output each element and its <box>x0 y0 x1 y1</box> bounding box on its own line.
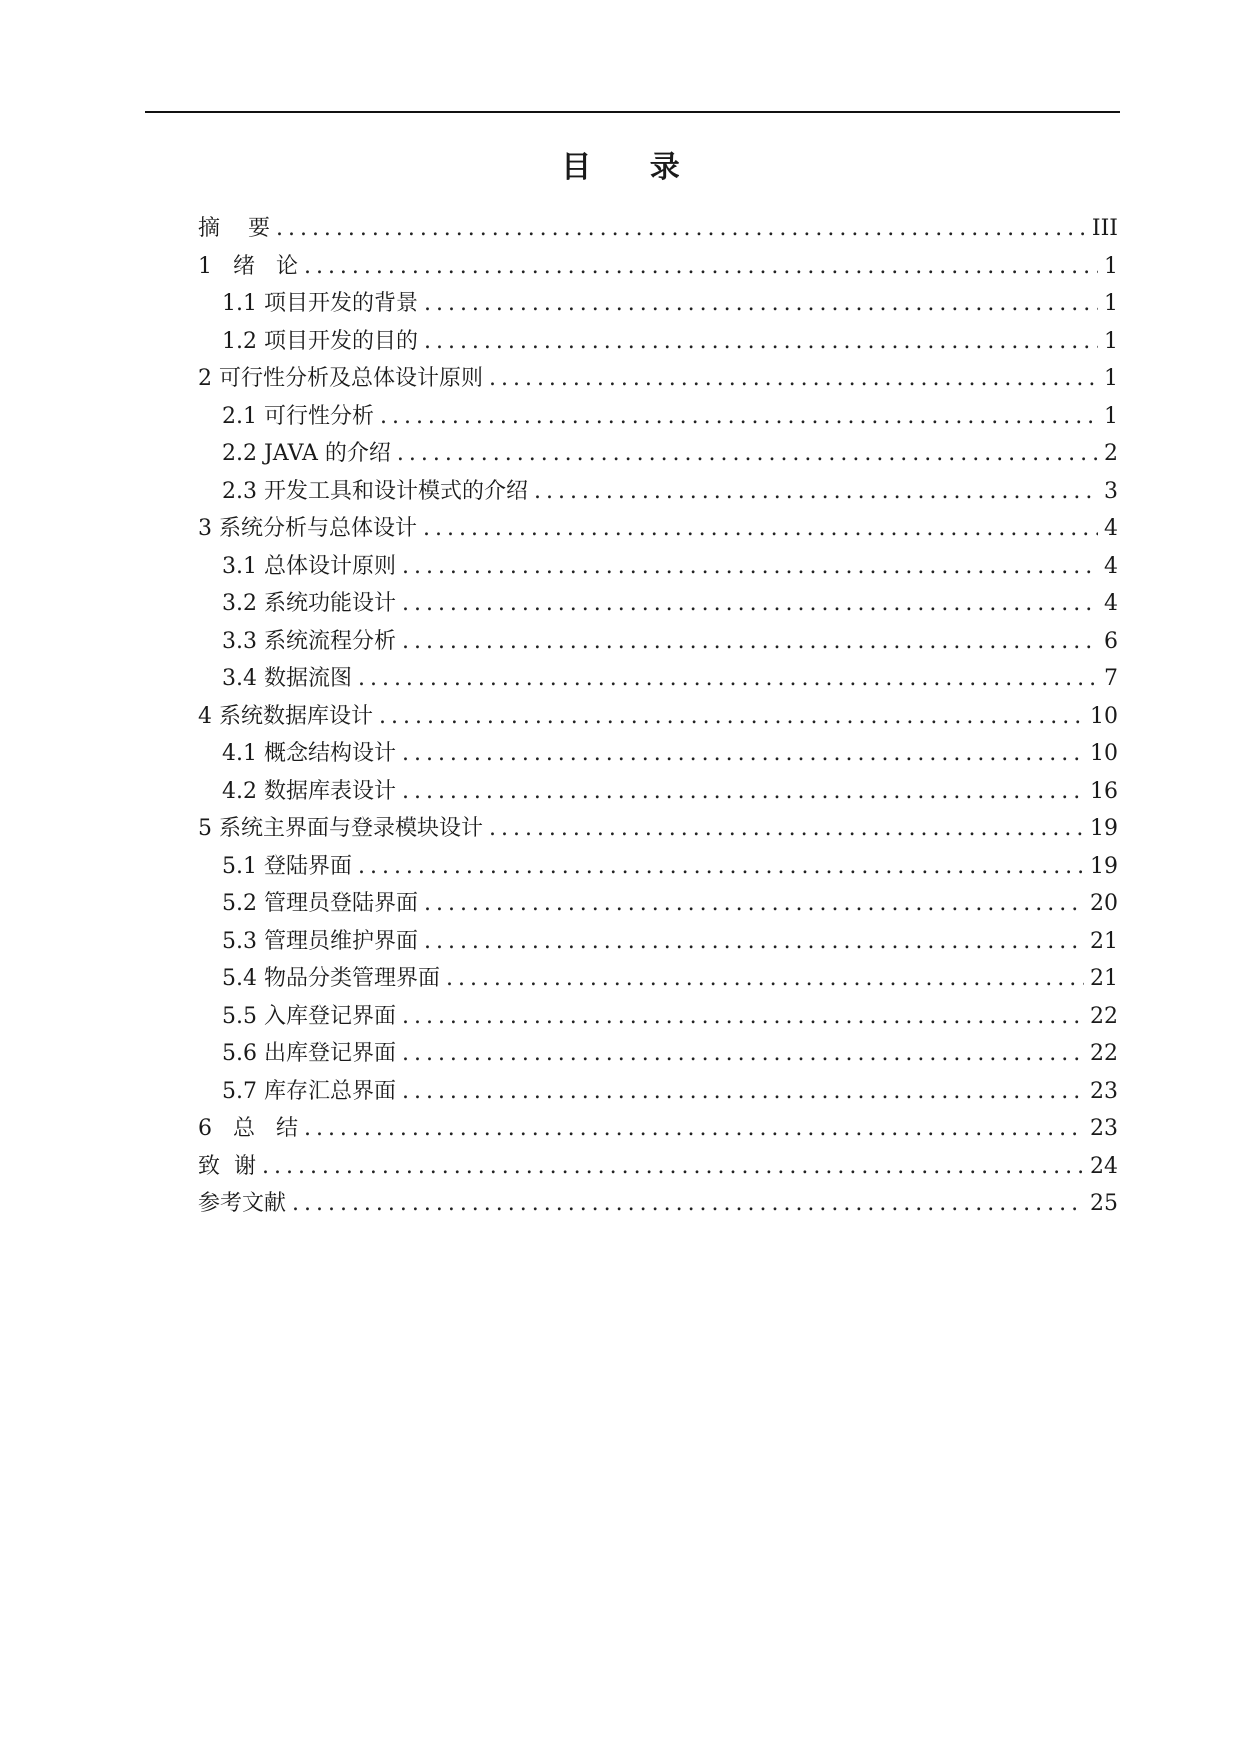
toc-entry-label: 1.2 项目开发的目的 <box>222 328 418 354</box>
toc-leader-dots <box>304 248 1098 286</box>
toc-leader-dots <box>424 885 1084 923</box>
toc-entry[interactable] <box>198 1110 1118 1148</box>
toc-entry-label: 致 谢 <box>198 1153 256 1179</box>
toc-entry-page-number: 22 <box>1090 1003 1118 1029</box>
toc-entry-page-number: 4 <box>1104 591 1118 616</box>
toc-leader-dots <box>402 585 1098 623</box>
toc-entry[interactable] <box>198 398 1118 436</box>
page-title: 目 录 <box>561 150 704 185</box>
toc-leader-dots <box>402 735 1084 773</box>
toc-entry[interactable] <box>198 248 1118 286</box>
toc-leader-dots <box>402 998 1084 1036</box>
toc-leader-dots <box>304 1110 1084 1148</box>
toc-entry-page-number: III <box>1091 216 1118 241</box>
toc-entry-label: 3.2 系统功能设计 <box>222 591 396 616</box>
toc-entry-page-number: 23 <box>1090 1116 1118 1141</box>
toc-leader-dots <box>402 1035 1084 1073</box>
toc-leader-dots <box>358 660 1098 698</box>
toc-entry-label: 摘 要 <box>198 216 270 241</box>
table-of-contents <box>198 210 1118 1223</box>
toc-leader-dots <box>489 810 1084 848</box>
toc-entry[interactable] <box>198 1073 1118 1111</box>
toc-entry-page-number: 20 <box>1090 891 1118 916</box>
toc-entry[interactable] <box>198 810 1118 848</box>
toc-entry-page-number: 19 <box>1090 853 1118 879</box>
toc-entry[interactable] <box>198 923 1118 961</box>
toc-entry[interactable] <box>198 735 1118 773</box>
toc-entry-page-number: 25 <box>1090 1191 1118 1216</box>
toc-entry[interactable] <box>198 660 1118 698</box>
toc-entry[interactable] <box>198 435 1118 473</box>
toc-entry-page-number: 23 <box>1090 1078 1118 1104</box>
toc-entry[interactable] <box>198 285 1118 323</box>
toc-entry-label: 5.7 库存汇总界面 <box>222 1078 396 1104</box>
toc-entry-label: 3.1 总体设计原则 <box>222 553 396 579</box>
toc-entry-label: 1.1 项目开发的背景 <box>222 291 418 316</box>
toc-leader-dots <box>423 510 1098 548</box>
toc-entry[interactable] <box>198 960 1118 998</box>
toc-entry-label: 参考文献 <box>198 1191 287 1216</box>
toc-entry-page-number: 21 <box>1090 966 1118 991</box>
toc-entry-label: 4.1 概念结构设计 <box>222 741 396 766</box>
toc-entry[interactable] <box>198 623 1118 661</box>
toc-entry-page-number: 19 <box>1090 816 1118 841</box>
toc-entry-page-number: 7 <box>1104 666 1118 691</box>
toc-leader-dots <box>262 1148 1084 1186</box>
toc-entry-label: 2 可行性分析及总体设计原则 <box>198 366 483 391</box>
toc-entry-page-number: 4 <box>1104 553 1118 579</box>
toc-entry-page-number: 1 <box>1104 253 1118 279</box>
toc-entry-label: 1 绪 论 <box>198 253 298 279</box>
toc-leader-dots <box>446 960 1084 998</box>
toc-entry[interactable] <box>198 473 1118 511</box>
toc-entry-page-number: 1 <box>1104 366 1118 391</box>
toc-entry-label: 5.2 管理员登陆界面 <box>222 891 418 916</box>
toc-entry-label: 5.4 物品分类管理界面 <box>222 966 440 991</box>
toc-entry[interactable] <box>198 848 1118 886</box>
toc-entry-page-number: 3 <box>1104 478 1118 504</box>
toc-entry[interactable] <box>198 998 1118 1036</box>
toc-leader-dots <box>380 398 1098 436</box>
toc-entry[interactable] <box>198 323 1118 361</box>
toc-entry-page-number: 16 <box>1090 778 1118 804</box>
toc-entry-page-number: 10 <box>1090 741 1118 766</box>
toc-entry-page-number: 10 <box>1090 703 1118 729</box>
toc-entry-page-number: 4 <box>1104 516 1118 541</box>
toc-leader-dots <box>276 210 1086 248</box>
toc-leader-dots <box>292 1185 1084 1223</box>
toc-entry-page-number: 2 <box>1104 441 1118 466</box>
toc-entry-page-number: 1 <box>1104 403 1118 429</box>
toc-entry[interactable] <box>198 360 1118 398</box>
toc-leader-dots <box>402 773 1084 811</box>
toc-entry-label: 4 系统数据库设计 <box>198 703 373 729</box>
toc-entry-label: 3.3 系统流程分析 <box>222 628 396 654</box>
toc-entry[interactable] <box>198 885 1118 923</box>
toc-entry[interactable] <box>198 698 1118 736</box>
toc-entry-label: 5 系统主界面与登录模块设计 <box>198 816 483 841</box>
toc-entry-label: 4.2 数据库表设计 <box>222 778 396 804</box>
toc-leader-dots <box>424 323 1098 361</box>
toc-entry[interactable] <box>198 1035 1118 1073</box>
toc-entry-label: 5.1 登陆界面 <box>222 853 352 879</box>
toc-entry-label: 2.2 JAVA 的介绍 <box>222 441 391 466</box>
toc-entry-label: 2.3 开发工具和设计模式的介绍 <box>222 478 528 504</box>
toc-entry-label: 5.6 出库登记界面 <box>222 1041 396 1066</box>
toc-entry[interactable] <box>198 548 1118 586</box>
toc-entry[interactable] <box>198 1185 1118 1223</box>
toc-entry-label: 6 总 结 <box>198 1116 298 1141</box>
toc-entry-page-number: 1 <box>1104 291 1118 316</box>
toc-entry-label: 3.4 数据流图 <box>222 666 352 691</box>
toc-entry-page-number: 21 <box>1090 928 1118 954</box>
toc-entry-page-number: 24 <box>1090 1153 1118 1179</box>
toc-leader-dots <box>489 360 1098 398</box>
toc-leader-dots <box>402 548 1098 586</box>
toc-entry-label: 5.5 入库登记界面 <box>222 1003 396 1029</box>
toc-leader-dots <box>358 848 1084 886</box>
toc-leader-dots <box>424 285 1098 323</box>
toc-entry-label: 3 系统分析与总体设计 <box>198 516 417 541</box>
toc-leader-dots <box>402 623 1098 661</box>
toc-leader-dots <box>424 923 1084 961</box>
toc-entry[interactable] <box>198 773 1118 811</box>
toc-entry[interactable] <box>198 585 1118 623</box>
toc-entry-page-number: 22 <box>1090 1041 1118 1066</box>
toc-leader-dots <box>379 698 1084 736</box>
toc-entry[interactable] <box>198 510 1118 548</box>
toc-leader-dots <box>534 473 1098 511</box>
toc-leader-dots <box>397 435 1098 473</box>
toc-entry[interactable] <box>198 1148 1118 1186</box>
header-rule <box>145 111 1120 113</box>
toc-entry-label: 2.1 可行性分析 <box>222 403 374 429</box>
toc-entry-label: 5.3 管理员维护界面 <box>222 928 418 954</box>
toc-entry[interactable] <box>198 210 1118 248</box>
toc-entry-page-number: 6 <box>1104 628 1118 654</box>
toc-leader-dots <box>402 1073 1084 1111</box>
toc-entry-page-number: 1 <box>1104 328 1118 354</box>
